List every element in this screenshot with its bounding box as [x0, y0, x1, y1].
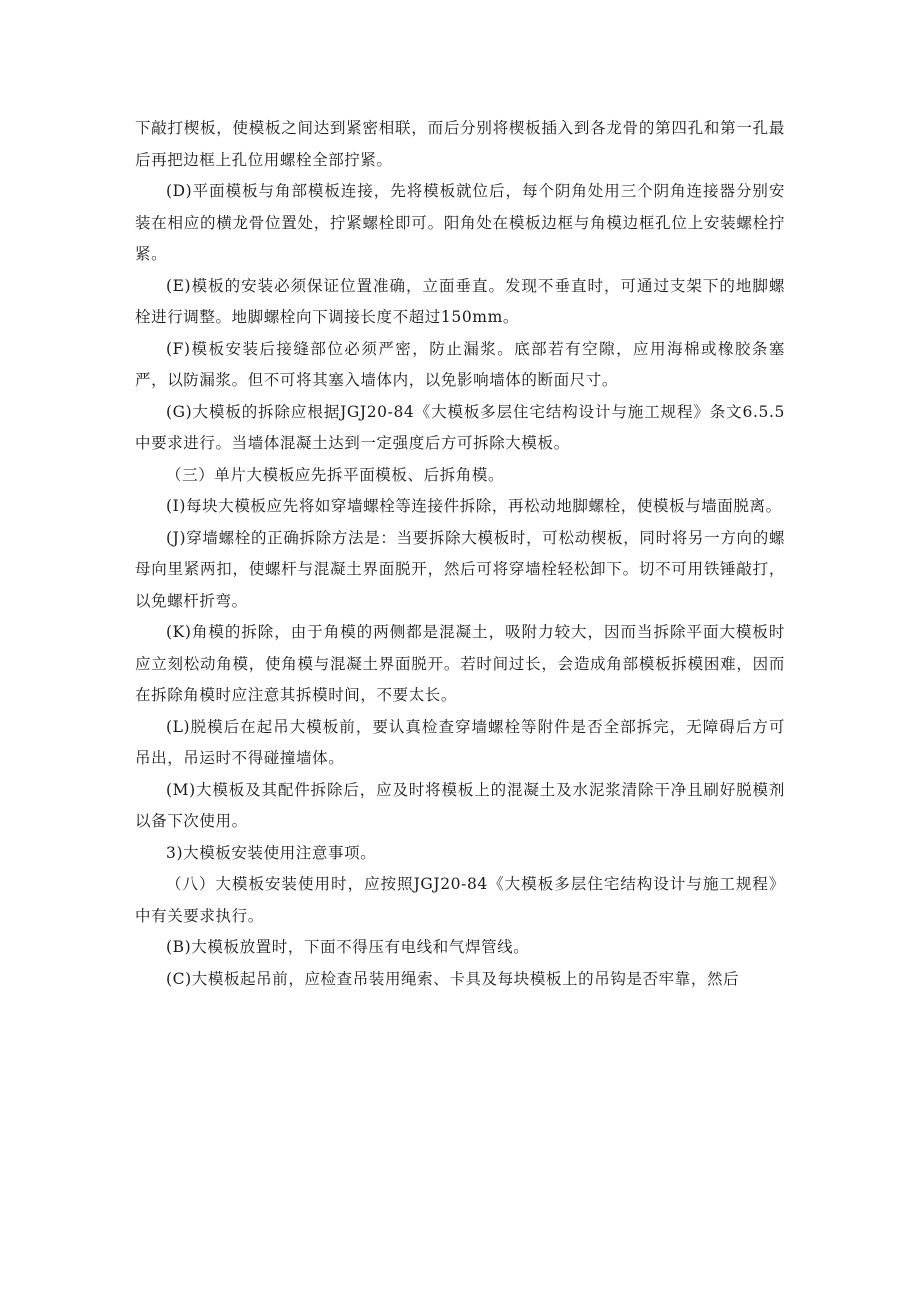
paragraph-item-g: (G)大模板的拆除应根据JGJ20-84《大模板多层住宅结构设计与施工规程》条文6.5.5中要求进行。当墙体混凝土达到一定强度后方可拆除大模板。	[135, 402, 785, 452]
paragraph-item-m: (M)大模板及其配件拆除后，应及时将模板上的混凝土及水泥浆清除干净且刷好脱模剂以备下次使用。	[135, 780, 785, 830]
paragraph-item-i: (I)每块大模板应先将如穿墙螺栓等连接件拆除，再松动地脚螺栓，使模板与墙面脱离。	[166, 497, 782, 515]
paragraph-item-e: (E)模板的安装必须保证位置准确，立面垂直。发现不垂直时，可通过支架下的地脚螺栓进行调整。地脚螺栓向下调接长度不超过150mm。	[135, 276, 785, 326]
paragraph-item-l: (L)脱模后在起吊大模板前，要认真检查穿墙螺栓等附件是否全部拆完，无障碍后方可吊出，吊运时不得碰撞墙体。	[135, 717, 785, 767]
paragraph-continuation: 下敲打楔板，使模板之间达到紧密相联，而后分别将楔板插入到各龙骨的第四孔和第一孔最后再把边框上孔位用螺栓全部拧紧。	[135, 119, 785, 169]
paragraph-item-f: (F)模板安装后接缝部位必须严密，防止漏浆。底部若有空隙，应用海棉或橡胶条塞严，以防漏浆。但不可将其塞入墙体内，以免影响墙体的断面尺寸。	[135, 339, 785, 389]
document-body	[135, 113, 785, 995]
paragraph-item-d: (D)平面模板与角部模板连接，先将模板就位后，每个阴角处用三个阴角连接器分别安装在相应的横龙骨位置处，拧紧螺栓即可。阳角处在模板边框与角模边框孔位上安装螺栓拧紧。	[135, 182, 785, 263]
paragraph-item-b: (B)大模板放置时，下面不得压有电线和气焊管线。	[166, 938, 530, 956]
paragraph-heading-3: 3)大模板安装使用注意事项。	[166, 843, 377, 862]
paragraph-item-c: (C)大模板起吊前，应检查吊装用绳索、卡具及每块模板上的吊钩是否牢靠，然后	[166, 969, 740, 988]
paragraph-item-k: (K)角模的拆除，由于角模的两侧都是混凝土，吸附力较大，因而当拆除平面大模板时应立刻松动角模，使角模与混凝土界面脱开。若时间过长，会造成角部模板拆模困难，因而在拆除角模时应注意其拆模时间，不要太长。	[135, 623, 785, 704]
paragraph-section-8: （八）大模板安装使用时，应按照JGJ20-84《大模板多层住宅结构设计与施工规程》中有关要求执行。	[135, 875, 785, 925]
paragraph-section-3: （三）单片大模板应先拆平面模板、后拆角模。	[166, 465, 505, 484]
paragraph-item-j: (J)穿墙螺栓的正确拆除方法是：当要拆除大模板时，可松动楔板，同时将另一方向的螺母向里紧两扣，使螺杆与混凝土界面脱开，然后可将穿墙栓轻松卸下。切不可用铁锤敲打，以免螺杆折弯。	[135, 528, 785, 610]
